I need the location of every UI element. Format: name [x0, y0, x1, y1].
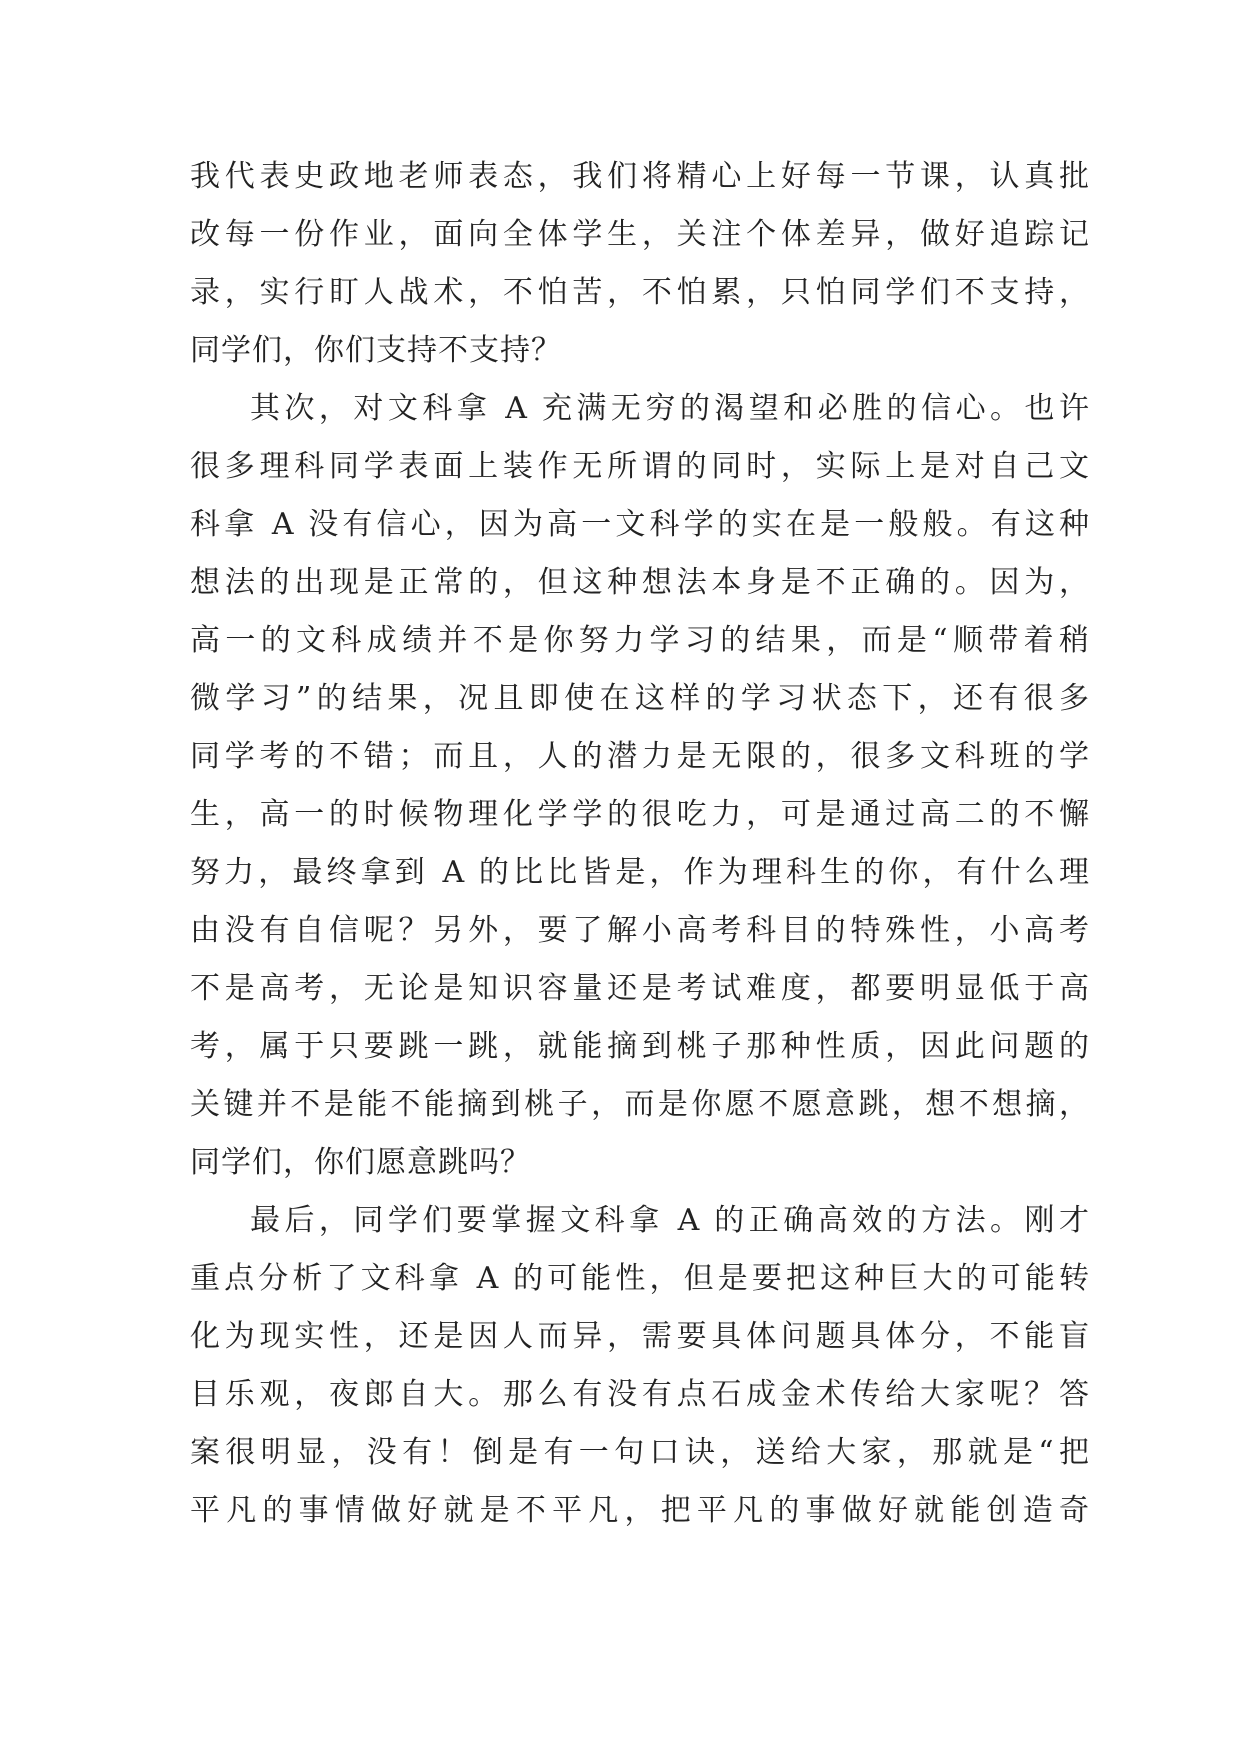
text-line: 生，高一的时候物理化学学的很吃力，可是通过高二的不懈 — [190, 797, 1090, 832]
text-line: 我代表史政地老师表态，我们将精心上好每一节课，认真批 — [190, 159, 1090, 194]
text-line: 平凡的事情做好就是不平凡，把平凡的事做好就能创造奇 — [190, 1493, 1090, 1528]
text-line: 化为现实性，还是因人而异，需要具体问题具体分，不能盲 — [190, 1319, 1090, 1354]
text-line: 不是高考，无论是知识容量还是考试难度，都要明显低于高 — [190, 971, 1090, 1006]
body-text — [190, 148, 1090, 1540]
text-line: 改每一份作业，面向全体学生，关注个体差异，做好追踪记 — [190, 217, 1090, 252]
text-line: 案很明显，没有！倒是有一句口诀，送给大家，那就是“把 — [190, 1435, 1090, 1470]
text-line: 其次，对文科拿 A 充满无穷的渴望和必胜的信心。也许 — [250, 391, 1090, 426]
text-line: 最后，同学们要掌握文科拿 A 的正确高效的方法。刚才 — [250, 1203, 1090, 1238]
text-line: 微学习”的结果，况且即使在这样的学习状态下，还有很多 — [190, 681, 1090, 716]
text-line: 科拿 A 没有信心，因为高一文科学的实在是一般般。有这种 — [190, 507, 1090, 542]
text-line: 努力，最终拿到 A 的比比皆是，作为理科生的你，有什么理 — [190, 855, 1090, 890]
text-line: 考，属于只要跳一跳，就能摘到桃子那种性质，因此问题的 — [190, 1029, 1090, 1064]
text-line: 重点分析了文科拿 A 的可能性，但是要把这种巨大的可能转 — [190, 1261, 1090, 1296]
text-line: 目乐观，夜郎自大。那么有没有点石成金术传给大家呢？答 — [190, 1377, 1090, 1412]
text-line: 同学考的不错；而且，人的潜力是无限的，很多文科班的学 — [190, 739, 1090, 774]
text-line: 高一的文科成绩并不是你努力学习的结果，而是“顺带着稍 — [190, 623, 1090, 658]
text-line: 关键并不是能不能摘到桃子，而是你愿不愿意跳，想不想摘， — [190, 1087, 1090, 1122]
text-line: 同学们，你们愿意跳吗？ — [190, 1145, 531, 1180]
text-line: 同学们，你们支持不支持？ — [190, 333, 562, 368]
text-line: 很多理科同学表面上装作无所谓的同时，实际上是对自己文 — [190, 449, 1090, 484]
text-line: 由没有自信呢？另外，要了解小高考科目的特殊性，小高考 — [190, 913, 1090, 948]
text-line: 录，实行盯人战术，不怕苦，不怕累，只怕同学们不支持， — [190, 275, 1090, 310]
text-line: 想法的出现是正常的，但这种想法本身是不正确的。因为， — [190, 565, 1090, 600]
